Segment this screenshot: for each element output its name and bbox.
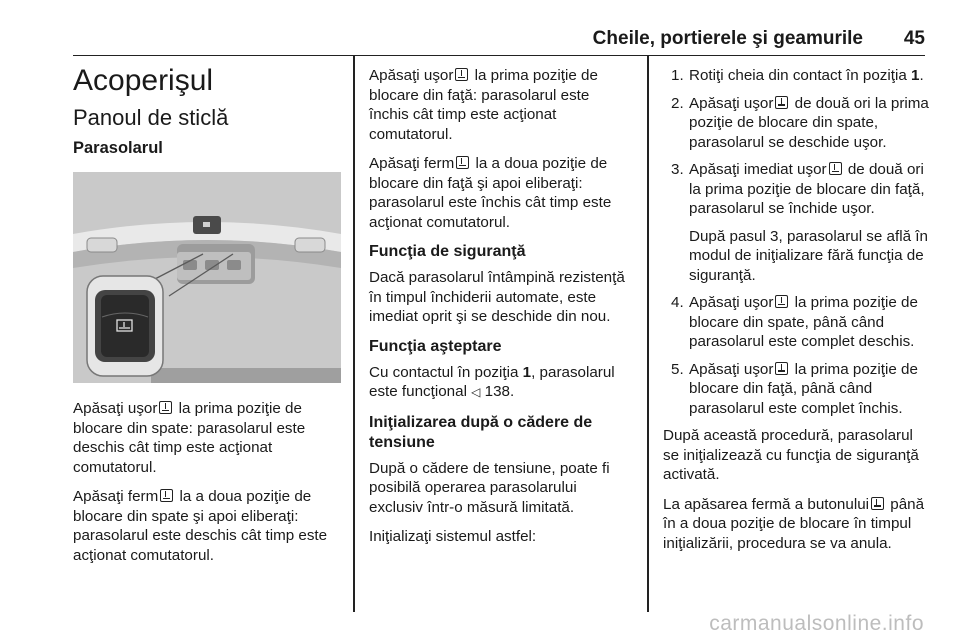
- watermark-text: carmanualsonline.info: [709, 612, 924, 635]
- list-item: 3. Apăsaţi imediat uşor de două ori la prima poziţie de blocare din faţă, parasolarul se închide uşor. După pasul 3, parasolarul se află în modul de iniţializare fără funcţia de siguranţă.: [671, 161, 928, 284]
- sunblind-switch-icon: [455, 68, 468, 81]
- subsection-title: Panoul de sticlă: [73, 105, 229, 130]
- safety-heading: Funcţia de siguranţă: [369, 243, 526, 260]
- paragraph: După o cădere de tensiune, poate fi posibilă operarea parasolarului exclusiv într-o măsură limitată.: [369, 459, 610, 516]
- topic-title: Parasolarul: [73, 139, 163, 157]
- sunblind-switch-icon: [160, 489, 173, 502]
- paragraph: Apăsaţi uşor la prima poziţie de blocare din spate: parasolarul este deschis cât timp este acţionat comutatorul.: [73, 400, 306, 476]
- list-item: 2. Apăsaţi uşor de două ori la prima poziţie de blocare din spate, parasolarul se deschide uşor.: [671, 94, 929, 151]
- list-item: 4. Apăsaţi uşor la prima poziţie de blocare din spate, până când parasolarul este complet deschis.: [671, 294, 918, 350]
- paragraph: Iniţializaţi sistemul astfel:: [369, 528, 537, 545]
- sunblind-switch-icon: [159, 401, 172, 414]
- sunblind-switch-icon: [775, 295, 788, 308]
- paragraph: Apăsaţi uşor la prima poziţie de blocare din faţă: parasolarul este închis cât timp este acţionat comutatorul.: [369, 67, 598, 143]
- column-1: [73, 60, 341, 575]
- running-title: Cheile, portierele şi geamurile: [592, 28, 863, 49]
- paragraph: Dacă parasolarul întâmpină rezistenţă în timpul închiderii automate, este imediat oprit şi se deschide din nou.: [369, 269, 625, 325]
- sunblind-switch-icon: [456, 156, 469, 169]
- standby-heading: Funcţia aşteptare: [369, 337, 502, 355]
- sunblind-switch-icon: [775, 362, 788, 375]
- section-title: Acoperişul: [73, 64, 214, 97]
- list-item: 1. Rotiţi cheia din contact în poziţia 1.: [671, 67, 924, 84]
- column-divider: [353, 56, 355, 612]
- init-heading: Iniţializarea după o cădere de tensiune: [369, 413, 593, 451]
- column-3: [663, 60, 929, 563]
- paragraph: Cu contactul în poziţia 1, parasolarul este funcţional ◁ 138.: [369, 363, 615, 400]
- page-header: [73, 28, 925, 56]
- sunblind-switch-illustration: [73, 172, 341, 383]
- paragraph: Apăsaţi ferm la a doua poziţie de blocare din spate şi apoi eliberaţi: parasolarul este deschis cât timp este acţionat comutatorul.: [73, 488, 328, 564]
- sunblind-switch-icon: [871, 497, 884, 510]
- paragraph: După această procedură, parasolarul se iniţializează cu funcţia de siguranţă activată.: [663, 427, 919, 483]
- list-item: 5. Apăsaţi uşor la prima poziţie de blocare din faţă, până când parasolarul este complet închis.: [671, 360, 918, 417]
- sunblind-switch-icon: [775, 96, 788, 109]
- sunblind-switch-icon: [829, 162, 842, 175]
- overhead-console-drawing: [73, 172, 341, 383]
- column-2: [369, 60, 633, 557]
- paragraph: La apăsarea fermă a butonului până în a doua poziţie de blocare în timpul iniţializării, procedura se va anula.: [663, 495, 925, 552]
- page-reference-arrow-icon[interactable]: ◁: [471, 385, 481, 399]
- paragraph: Apăsaţi ferm la a doua poziţie de blocare din faţă şi apoi eliberaţi: parasolarul este închis cât timp este acţionat comutatorul.: [369, 155, 612, 231]
- page-number: 45: [903, 28, 925, 49]
- column-divider: [647, 56, 649, 612]
- procedure-steps: [663, 66, 929, 418]
